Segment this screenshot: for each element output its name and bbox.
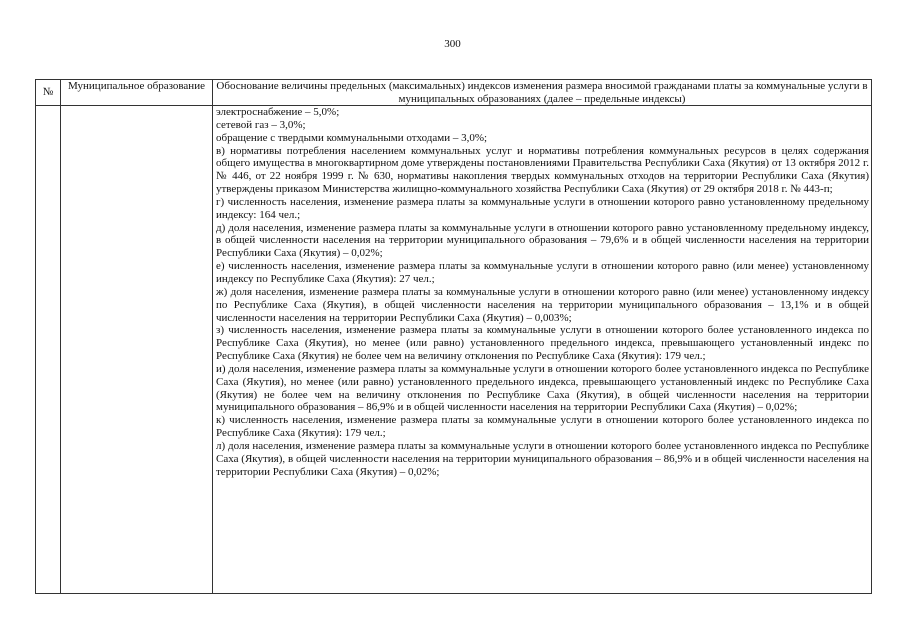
paragraph-v: в) нормативы потребления населением коммунальных услуг и нормативы потребления коммунальных ресурсов в целях содержания общего имущества в многоквартирном доме утверждены постановлениями Правительства Республики Саха (Якутия) от 13 октября 2012 г. № 446, от 22 ноября 1999 г. № 630, нормативы накопления твердых коммунальных отходов на территории Республики Саха (Якутия) утверждены приказом Министерства жилищно-коммунального хозяйства Республики Саха (Якутия) от 29 октября 2018 г. № 443-п; xyxy=(216,144,869,196)
paragraph-g: г) численность населения, изменение размера платы за коммунальные услуги в отношении которого равно установленному предельному индексу: 164 чел.; xyxy=(216,195,869,221)
page-number: 300 xyxy=(444,38,461,50)
paragraph-i: и) доля населения, изменение размера платы за коммунальные услуги в отношении которого более установленного индекса по Республике Саха (Якутия), но менее (или равно) установленного предельного индекса, превышающего установленный индекс по Республике Саха (Якутия) не более чем на величину отклонения по Республике Саха (Якутия), в общей численности населения на территории муниципального образования – 86,9% и в общей численности населения на территории Республики Саха (Якутия) – 0,02%; xyxy=(216,362,869,414)
paragraph-e: е) численность населения, изменение размера платы за коммунальные услуги в отношении которого равно (или менее) установленному индексу по Республике Саха (Якутия): 27 чел.; xyxy=(216,260,869,285)
row-number-cell xyxy=(36,106,61,594)
paragraph-waste: обращение с твердыми коммунальными отходами – 3,0%; xyxy=(216,131,488,144)
header-row xyxy=(36,80,872,106)
paragraph-k: к) численность населения, изменение размера платы за коммунальные услуги в отношении которого более установленного индекса по Республике Саха (Якутия): 179 чел.; xyxy=(216,414,869,440)
paragraph-gas: сетевой газ – 3,0%; xyxy=(216,118,306,131)
paragraph-electricity: электроснабжение – 5,0%; xyxy=(216,106,340,118)
justification-table xyxy=(35,79,872,594)
paragraph-z: з) численность населения, изменение размера платы за коммунальные услуги в отношении которого более установленного индекса по Республике Саха (Якутия), но менее (или равно) установленного предельного индекса, превышающего установленный индекс по Республике Саха (Якутия) не более чем на величину отклонения по Республике Саха (Якутия): 179 чел.; xyxy=(216,324,869,363)
table-header xyxy=(36,80,872,106)
paragraph-d: д) доля населения, изменение размера платы за коммунальные услуги в отношении которого равно установленному предельному индексу, в общей численности населения на территории муниципального образования – 79,6% и в общей численности населения на территории Республики Саха (Якутия) – 0,02%; xyxy=(216,221,869,260)
paragraph-zh: ж) доля населения, изменение размера платы за коммунальные услуги в отношении которого равно (или менее) установленному индексу по Республике Саха (Якутия), в общей численности населения на территории муниципального образования – 13,1% и в общей численности населения на территории Республики Саха (Якутия) – 0,003%; xyxy=(216,285,869,324)
row-municipality-cell xyxy=(61,106,213,594)
header-justification: Обоснование величины предельных (максимальных) индексов изменения размера вносимой гражданами платы за коммунальные услуги в муниципальных образованиях (далее – предельные индексы) xyxy=(213,80,872,106)
row-justification-cell xyxy=(213,106,872,594)
table-row xyxy=(36,106,872,594)
paragraph-l: л) доля населения, изменение размера платы за коммунальные услуги в отношении которого более установленного индекса по Республике Саха (Якутия), в общей численности населения на территории муниципального образования – 86,9% и в общей численности населения на территории Республики Саха (Якутия) – 0,02%; xyxy=(216,439,869,478)
header-municipality: Муниципальное образование xyxy=(61,80,213,106)
header-number: № xyxy=(36,80,61,106)
